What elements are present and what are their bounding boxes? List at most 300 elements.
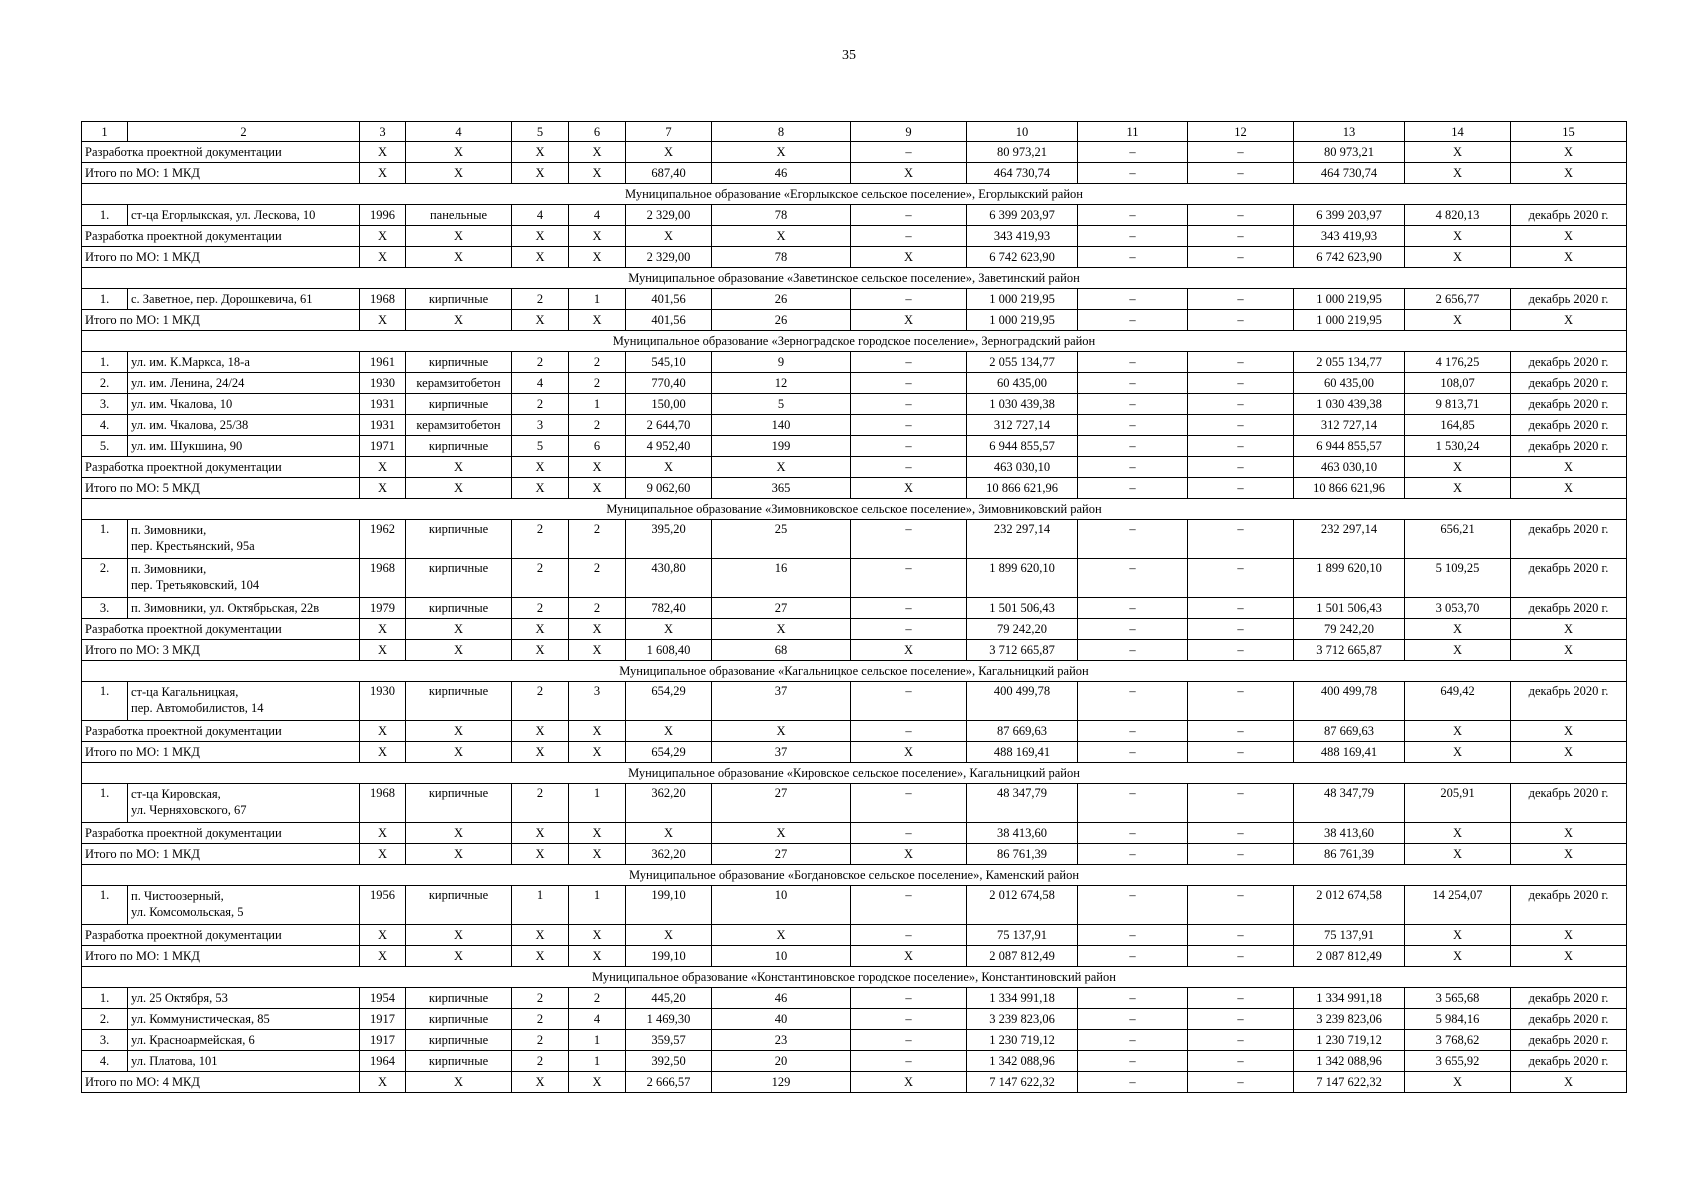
- municipality-row: [82, 268, 1627, 289]
- table-cell: 60 435,00: [1294, 373, 1405, 394]
- summary-label: Разработка проектной документации: [82, 823, 360, 844]
- table-cell: X: [1511, 823, 1627, 844]
- table-cell: X: [360, 925, 406, 946]
- table-cell: X: [406, 721, 512, 742]
- column-number-cell: 3: [360, 122, 406, 142]
- table-cell: декабрь 2020 г.: [1511, 886, 1627, 925]
- address-cell: с. Заветное, пер. Дорошкевича, 61: [128, 289, 360, 310]
- table-cell: X: [512, 844, 569, 865]
- table-cell: 6 399 203,97: [1294, 205, 1405, 226]
- table-cell: 60 435,00: [967, 373, 1078, 394]
- table-cell: –: [1078, 946, 1188, 967]
- table-cell: 3 712 665,87: [1294, 640, 1405, 661]
- table-cell: 1 469,30: [626, 1009, 712, 1030]
- table-cell: 129: [712, 1072, 851, 1093]
- table-cell: –: [1188, 373, 1294, 394]
- municipality-name: Муниципальное образование «Зимовниковское сельское поселение», Зимовниковский район: [82, 499, 1627, 520]
- table-cell: 1962: [360, 520, 406, 559]
- table-cell: X: [851, 478, 967, 499]
- address-cell: ул. Красноармейская, 6: [128, 1030, 360, 1051]
- table-cell: –: [851, 1051, 967, 1072]
- summary-label: Итого по МО: 5 МКД: [82, 478, 360, 499]
- table-cell: X: [712, 226, 851, 247]
- table-cell: 1 000 219,95: [1294, 289, 1405, 310]
- table-cell: X: [1511, 478, 1627, 499]
- table-cell: X: [1511, 163, 1627, 184]
- address-cell: п. Чистоозерный, ул. Комсомольская, 5: [128, 886, 360, 925]
- table-cell: –: [1188, 247, 1294, 268]
- table-cell: 400 499,78: [967, 682, 1078, 721]
- table-cell: –: [851, 925, 967, 946]
- table-cell: X: [1511, 925, 1627, 946]
- row-number: 2.: [82, 373, 128, 394]
- table-cell: X: [1405, 925, 1511, 946]
- table-cell: 7 147 622,32: [967, 1072, 1078, 1093]
- table-cell: 46: [712, 163, 851, 184]
- table-cell: –: [1188, 844, 1294, 865]
- summary-row: [82, 925, 1627, 946]
- table-cell: 3 239 823,06: [1294, 1009, 1405, 1030]
- table-cell: 4: [512, 373, 569, 394]
- table-cell: кирпичные: [406, 1051, 512, 1072]
- table-cell: X: [406, 640, 512, 661]
- summary-row: [82, 721, 1627, 742]
- table-cell: 4: [569, 1009, 626, 1030]
- table-cell: X: [1405, 457, 1511, 478]
- table-cell: 3 053,70: [1405, 598, 1511, 619]
- municipality-row: [82, 967, 1627, 988]
- address-cell: ул. им. К.Маркса, 18-а: [128, 352, 360, 373]
- table-cell: X: [406, 925, 512, 946]
- table-cell: 1956: [360, 886, 406, 925]
- table-cell: X: [1511, 619, 1627, 640]
- table-cell: X: [360, 247, 406, 268]
- municipality-row: [82, 331, 1627, 352]
- table-cell: –: [1078, 415, 1188, 436]
- table-cell: –: [851, 142, 967, 163]
- table-cell: –: [1078, 559, 1188, 598]
- table-cell: –: [1188, 784, 1294, 823]
- table-cell: кирпичные: [406, 352, 512, 373]
- table-cell: 1 030 439,38: [1294, 394, 1405, 415]
- table-cell: –: [851, 886, 967, 925]
- table-cell: X: [1511, 946, 1627, 967]
- table-cell: X: [360, 640, 406, 661]
- table-cell: –: [1188, 478, 1294, 499]
- table-cell: 6 944 855,57: [967, 436, 1078, 457]
- table-cell: X: [1405, 247, 1511, 268]
- summary-row: [82, 457, 1627, 478]
- table-cell: X: [712, 925, 851, 946]
- table-cell: 80 973,21: [967, 142, 1078, 163]
- table-cell: кирпичные: [406, 1030, 512, 1051]
- table-cell: 2: [512, 682, 569, 721]
- table-cell: X: [360, 823, 406, 844]
- row-number: 3.: [82, 394, 128, 415]
- table-cell: X: [512, 946, 569, 967]
- table-cell: 2: [512, 784, 569, 823]
- table-cell: 3: [569, 682, 626, 721]
- table-cell: 2 087 812,49: [967, 946, 1078, 967]
- municipality-name: Муниципальное образование «Богдановское сельское поселение», Каменский район: [82, 865, 1627, 886]
- summary-label: Разработка проектной документации: [82, 457, 360, 478]
- table-cell: X: [406, 142, 512, 163]
- table-cell: декабрь 2020 г.: [1511, 1051, 1627, 1072]
- table-cell: X: [1405, 142, 1511, 163]
- table-cell: X: [626, 226, 712, 247]
- table-cell: 463 030,10: [1294, 457, 1405, 478]
- table-cell: кирпичные: [406, 988, 512, 1009]
- column-number-cell: 13: [1294, 122, 1405, 142]
- table-cell: X: [851, 247, 967, 268]
- table-row: [82, 205, 1627, 226]
- summary-row: [82, 310, 1627, 331]
- table-cell: –: [1078, 205, 1188, 226]
- table-cell: –: [1078, 1051, 1188, 1072]
- table-cell: X: [360, 844, 406, 865]
- table-cell: X: [569, 457, 626, 478]
- table-cell: 108,07: [1405, 373, 1511, 394]
- table-cell: –: [1188, 619, 1294, 640]
- table-cell: 3: [512, 415, 569, 436]
- table-cell: –: [851, 415, 967, 436]
- table-cell: 401,56: [626, 310, 712, 331]
- table-cell: декабрь 2020 г.: [1511, 1030, 1627, 1051]
- address-cell: ул. 25 Октября, 53: [128, 988, 360, 1009]
- table-cell: –: [1188, 142, 1294, 163]
- column-number-cell: 12: [1188, 122, 1294, 142]
- municipality-row: [82, 661, 1627, 682]
- table-cell: X: [1405, 946, 1511, 967]
- table-cell: X: [851, 742, 967, 763]
- table-cell: 1 230 719,12: [1294, 1030, 1405, 1051]
- table-cell: X: [569, 721, 626, 742]
- municipality-row: [82, 499, 1627, 520]
- table-cell: X: [569, 163, 626, 184]
- table-cell: –: [1078, 682, 1188, 721]
- table-cell: X: [360, 226, 406, 247]
- table-cell: кирпичные: [406, 1009, 512, 1030]
- table-cell: X: [406, 1072, 512, 1093]
- table-cell: X: [1511, 247, 1627, 268]
- table-cell: X: [569, 844, 626, 865]
- table-cell: 2: [569, 373, 626, 394]
- table-cell: 6: [569, 436, 626, 457]
- table-cell: 6 399 203,97: [967, 205, 1078, 226]
- summary-row: [82, 640, 1627, 661]
- table-cell: –: [1078, 742, 1188, 763]
- table-cell: –: [1188, 310, 1294, 331]
- table-cell: 199,10: [626, 886, 712, 925]
- table-cell: 2: [512, 520, 569, 559]
- table-cell: 1971: [360, 436, 406, 457]
- row-number: 2.: [82, 559, 128, 598]
- table-cell: 687,40: [626, 163, 712, 184]
- table-cell: X: [712, 823, 851, 844]
- table-cell: 2: [512, 1051, 569, 1072]
- table-cell: 401,56: [626, 289, 712, 310]
- table-cell: 1 334 991,18: [1294, 988, 1405, 1009]
- column-number-row: [82, 122, 1627, 142]
- table-cell: 1 342 088,96: [1294, 1051, 1405, 1072]
- table-cell: 75 137,91: [967, 925, 1078, 946]
- table-cell: X: [406, 844, 512, 865]
- table-cell: X: [512, 1072, 569, 1093]
- table-cell: кирпичные: [406, 784, 512, 823]
- table-cell: 1968: [360, 289, 406, 310]
- table-cell: 2: [512, 559, 569, 598]
- table-cell: X: [512, 247, 569, 268]
- table-cell: 464 730,74: [967, 163, 1078, 184]
- table-cell: –: [851, 598, 967, 619]
- table-cell: декабрь 2020 г.: [1511, 520, 1627, 559]
- table-cell: X: [712, 721, 851, 742]
- municipality-name: Муниципальное образование «Егорлыкское сельское поселение», Егорлыкский район: [82, 184, 1627, 205]
- table-cell: 5 984,16: [1405, 1009, 1511, 1030]
- table-cell: 770,40: [626, 373, 712, 394]
- table-cell: кирпичные: [406, 682, 512, 721]
- table-cell: декабрь 2020 г.: [1511, 415, 1627, 436]
- table-cell: –: [1188, 682, 1294, 721]
- row-number: 3.: [82, 598, 128, 619]
- row-number: 1.: [82, 289, 128, 310]
- table-cell: –: [851, 784, 967, 823]
- table-row: [82, 373, 1627, 394]
- table-cell: 656,21: [1405, 520, 1511, 559]
- table-cell: X: [360, 478, 406, 499]
- table-cell: 87 669,63: [1294, 721, 1405, 742]
- table-cell: X: [1405, 619, 1511, 640]
- table-cell: 48 347,79: [1294, 784, 1405, 823]
- table-row: [82, 559, 1627, 598]
- table-cell: –: [1078, 436, 1188, 457]
- table-cell: X: [1511, 721, 1627, 742]
- table-cell: 1964: [360, 1051, 406, 1072]
- address-cell: ул. Коммунистическая, 85: [128, 1009, 360, 1030]
- address-cell: п. Зимовники, ул. Октябрьская, 22в: [128, 598, 360, 619]
- table-cell: 365: [712, 478, 851, 499]
- summary-label: Итого по МО: 1 МКД: [82, 310, 360, 331]
- table-row: [82, 436, 1627, 457]
- table-cell: 400 499,78: [1294, 682, 1405, 721]
- table-cell: 2 012 674,58: [1294, 886, 1405, 925]
- table-cell: 48 347,79: [967, 784, 1078, 823]
- table-cell: 4: [569, 205, 626, 226]
- table-cell: –: [1188, 205, 1294, 226]
- table-cell: 1 501 506,43: [1294, 598, 1405, 619]
- table-cell: –: [1078, 886, 1188, 925]
- table-cell: –: [1078, 784, 1188, 823]
- column-number-cell: 5: [512, 122, 569, 142]
- page-number: 35: [842, 48, 856, 63]
- table-cell: 2: [569, 352, 626, 373]
- column-number-cell: 15: [1511, 122, 1627, 142]
- table-cell: 87 669,63: [967, 721, 1078, 742]
- table-cell: –: [1188, 946, 1294, 967]
- table-cell: 2: [569, 988, 626, 1009]
- table-cell: –: [851, 457, 967, 478]
- table-cell: 78: [712, 205, 851, 226]
- row-number: 2.: [82, 1009, 128, 1030]
- table-cell: X: [1405, 310, 1511, 331]
- row-number: 4.: [82, 415, 128, 436]
- table-cell: X: [626, 721, 712, 742]
- table-cell: 1: [569, 886, 626, 925]
- table-cell: 1 230 719,12: [967, 1030, 1078, 1051]
- row-number: 3.: [82, 1030, 128, 1051]
- table-cell: X: [1405, 823, 1511, 844]
- table-cell: X: [626, 142, 712, 163]
- table-cell: 1931: [360, 394, 406, 415]
- table-cell: кирпичные: [406, 394, 512, 415]
- table-cell: –: [1188, 1009, 1294, 1030]
- municipality-row: [82, 184, 1627, 205]
- table-cell: X: [569, 478, 626, 499]
- summary-row: [82, 742, 1627, 763]
- municipality-name: Муниципальное образование «Кагальницкое сельское поселение», Кагальницкий район: [82, 661, 1627, 682]
- table-cell: X: [512, 640, 569, 661]
- table-cell: X: [1511, 226, 1627, 247]
- table-cell: –: [1188, 457, 1294, 478]
- table-cell: X: [360, 619, 406, 640]
- table-row: [82, 1030, 1627, 1051]
- table-cell: 1917: [360, 1030, 406, 1051]
- table-cell: –: [1078, 520, 1188, 559]
- table-cell: X: [406, 619, 512, 640]
- summary-row: [82, 142, 1627, 163]
- row-number: 4.: [82, 1051, 128, 1072]
- table-cell: –: [1188, 1030, 1294, 1051]
- summary-label: Итого по МО: 3 МКД: [82, 640, 360, 661]
- table-cell: X: [512, 721, 569, 742]
- table-cell: –: [1078, 925, 1188, 946]
- table-cell: X: [1405, 1072, 1511, 1093]
- summary-row: [82, 478, 1627, 499]
- table-cell: X: [360, 721, 406, 742]
- table-cell: 80 973,21: [1294, 142, 1405, 163]
- table-cell: 7 147 622,32: [1294, 1072, 1405, 1093]
- table-row: [82, 682, 1627, 721]
- table-cell: –: [1078, 289, 1188, 310]
- table-cell: X: [569, 226, 626, 247]
- table-cell: кирпичные: [406, 520, 512, 559]
- table-cell: 2 656,77: [1405, 289, 1511, 310]
- table-cell: 1961: [360, 352, 406, 373]
- table-row: [82, 394, 1627, 415]
- table-cell: X: [851, 310, 967, 331]
- table-cell: X: [512, 925, 569, 946]
- table-cell: декабрь 2020 г.: [1511, 1009, 1627, 1030]
- table-cell: 2 087 812,49: [1294, 946, 1405, 967]
- table-cell: кирпичные: [406, 598, 512, 619]
- table-cell: –: [851, 394, 967, 415]
- table-cell: X: [569, 619, 626, 640]
- table-cell: X: [1511, 142, 1627, 163]
- table-cell: X: [712, 619, 851, 640]
- table-cell: X: [360, 142, 406, 163]
- table-cell: –: [1078, 1009, 1188, 1030]
- table-cell: 2: [512, 352, 569, 373]
- table-cell: 2: [569, 559, 626, 598]
- table-cell: 3 239 823,06: [967, 1009, 1078, 1030]
- column-number-cell: 14: [1405, 122, 1511, 142]
- table-cell: X: [1511, 844, 1627, 865]
- table-cell: 37: [712, 742, 851, 763]
- table-cell: –: [1188, 598, 1294, 619]
- table-row: [82, 598, 1627, 619]
- address-cell: ст-ца Кировская, ул. Черняховского, 67: [128, 784, 360, 823]
- table-cell: декабрь 2020 г.: [1511, 205, 1627, 226]
- table-cell: X: [569, 946, 626, 967]
- table-cell: –: [1078, 310, 1188, 331]
- summary-row: [82, 844, 1627, 865]
- table-cell: –: [1078, 844, 1188, 865]
- table-cell: декабрь 2020 г.: [1511, 988, 1627, 1009]
- table-cell: X: [569, 925, 626, 946]
- table-cell: X: [406, 163, 512, 184]
- table-cell: 1 530,24: [1405, 436, 1511, 457]
- table-cell: 20: [712, 1051, 851, 1072]
- table-cell: 27: [712, 844, 851, 865]
- table-cell: 75 137,91: [1294, 925, 1405, 946]
- table-cell: 16: [712, 559, 851, 598]
- table-cell: 78: [712, 247, 851, 268]
- table-cell: –: [1078, 478, 1188, 499]
- table-cell: –: [1188, 226, 1294, 247]
- summary-row: [82, 1072, 1627, 1093]
- table-cell: 26: [712, 310, 851, 331]
- table-cell: X: [851, 844, 967, 865]
- table-cell: 1 608,40: [626, 640, 712, 661]
- table-cell: X: [569, 1072, 626, 1093]
- table-cell: 343 419,93: [967, 226, 1078, 247]
- summary-label: Разработка проектной документации: [82, 142, 360, 163]
- table-cell: –: [1188, 559, 1294, 598]
- table-cell: –: [1188, 721, 1294, 742]
- table-cell: –: [851, 682, 967, 721]
- summary-row: [82, 619, 1627, 640]
- table-row: [82, 784, 1627, 823]
- address-cell: ул. Платова, 101: [128, 1051, 360, 1072]
- table-cell: 37: [712, 682, 851, 721]
- table-cell: 488 169,41: [967, 742, 1078, 763]
- table-row: [82, 520, 1627, 559]
- table-cell: 1: [569, 289, 626, 310]
- table-cell: 23: [712, 1030, 851, 1051]
- summary-label: Итого по МО: 1 МКД: [82, 946, 360, 967]
- table-cell: 164,85: [1405, 415, 1511, 436]
- table-cell: X: [406, 226, 512, 247]
- row-number: 1.: [82, 886, 128, 925]
- table-cell: 5 109,25: [1405, 559, 1511, 598]
- table-cell: 6 742 623,90: [1294, 247, 1405, 268]
- table-cell: 545,10: [626, 352, 712, 373]
- table-cell: 9 813,71: [1405, 394, 1511, 415]
- table-cell: 445,20: [626, 988, 712, 1009]
- table-cell: 654,29: [626, 742, 712, 763]
- table-cell: 199,10: [626, 946, 712, 967]
- table-cell: 312 727,14: [967, 415, 1078, 436]
- table-cell: декабрь 2020 г.: [1511, 373, 1627, 394]
- table-cell: 488 169,41: [1294, 742, 1405, 763]
- table-cell: декабрь 2020 г.: [1511, 394, 1627, 415]
- table-cell: 430,80: [626, 559, 712, 598]
- table-cell: X: [512, 478, 569, 499]
- table-cell: –: [851, 226, 967, 247]
- table-cell: декабрь 2020 г.: [1511, 784, 1627, 823]
- municipality-name: Муниципальное образование «Заветинское сельское поселение», Заветинский район: [82, 268, 1627, 289]
- table-cell: –: [851, 721, 967, 742]
